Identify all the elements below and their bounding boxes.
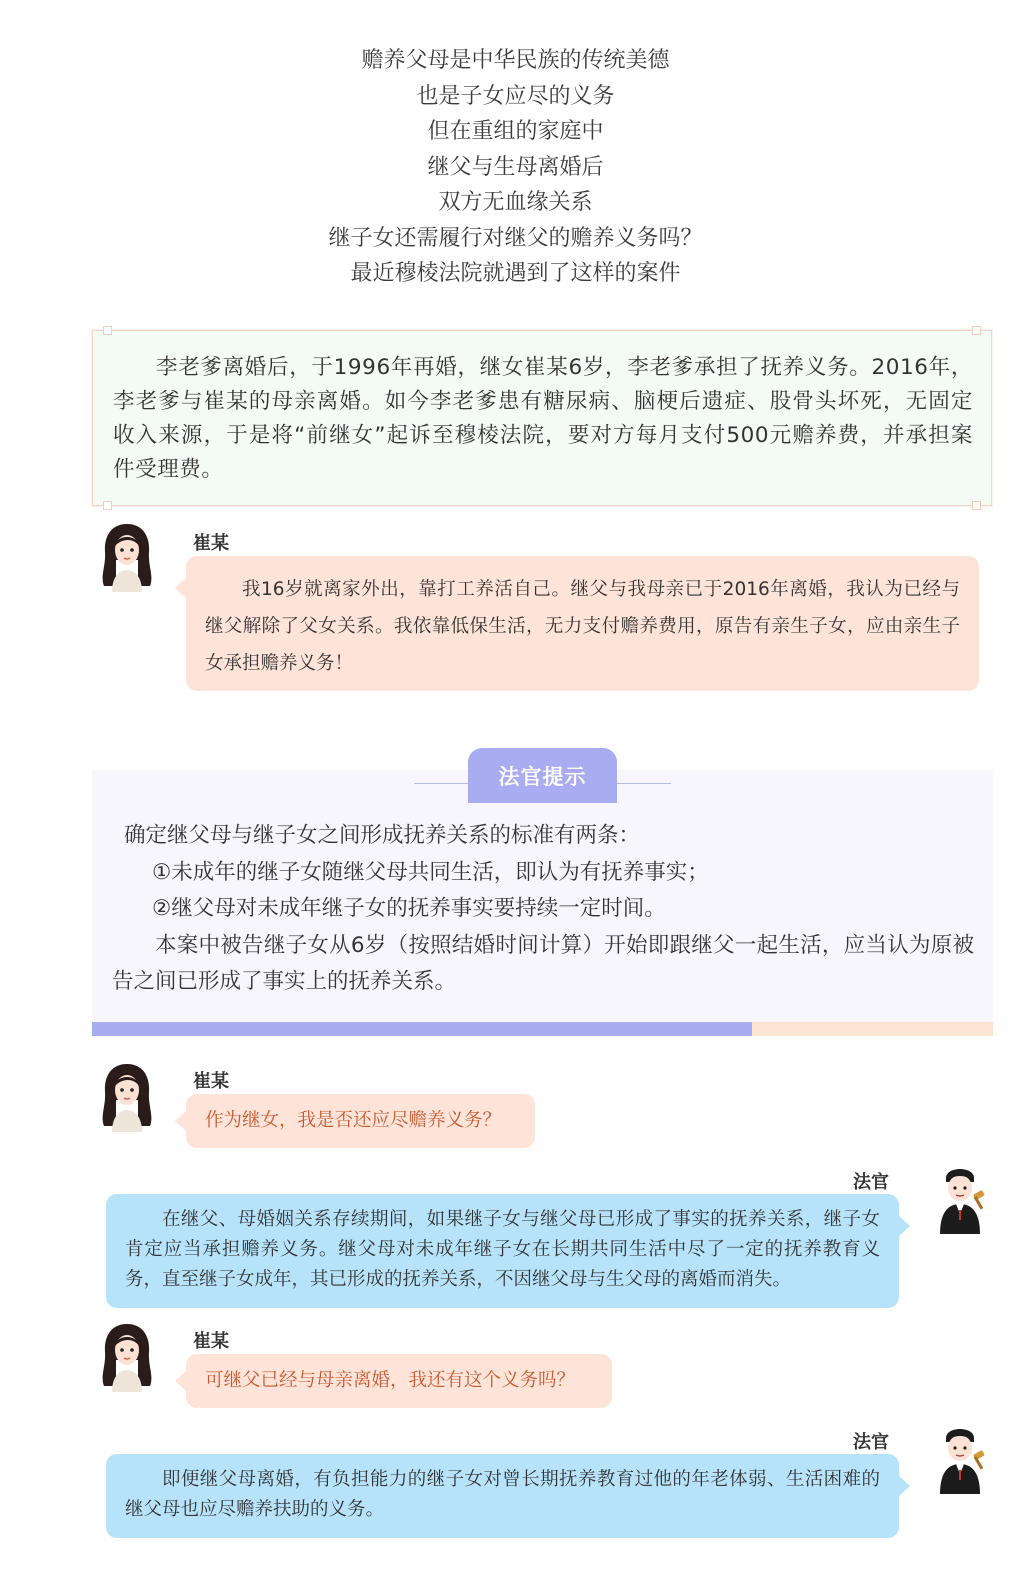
question-text: 可继父已经与母亲离婚，我还有这个义务吗？ bbox=[205, 1370, 576, 1391]
divider-line bbox=[414, 783, 468, 784]
intro-line: 但在重组的家庭中 bbox=[427, 119, 604, 144]
question-bubble bbox=[186, 1354, 612, 1408]
speaker-name: 崔某 bbox=[193, 533, 229, 554]
answer-text: 在继父、母婚姻关系存续期间，如果继子女与继父母已形成了事实的抚养关系，继子女肯定应当承担赡养义务。继父母对未成年继子女在长期共同生活中尽了一定的抚养教育义务，直至继子女成年，其已形成的抚养关系，不因继父母与生父母的离婚而消失。 bbox=[125, 1209, 880, 1290]
bubble-tail bbox=[899, 1216, 910, 1236]
tip-paragraph: ①未成年的继子女随继父母共同生活，即认为有抚养事实； bbox=[152, 859, 709, 885]
answer-bubble bbox=[106, 1454, 899, 1538]
intro-text bbox=[0, 43, 1031, 292]
answer-bubble bbox=[106, 1194, 899, 1308]
bubble-tail bbox=[175, 1111, 186, 1131]
question-text: 作为继女，我是否还应尽赡养义务？ bbox=[205, 1110, 502, 1131]
judge-avatar-icon bbox=[930, 1422, 992, 1494]
speaker-name: 崔某 bbox=[193, 1331, 229, 1352]
tip-paragraph: ②继父母对未成年继子女的抚养事实要持续一定时间。 bbox=[152, 896, 666, 921]
judge-label: 法官 bbox=[853, 1172, 889, 1193]
tip-bar bbox=[92, 1022, 752, 1036]
bubble-tail bbox=[175, 578, 186, 598]
woman-avatar-icon bbox=[96, 520, 158, 592]
woman-avatar-icon bbox=[96, 1060, 158, 1132]
corner-marker bbox=[103, 326, 112, 335]
intro-line: 继父与生母离婚后 bbox=[427, 154, 604, 180]
tip-bar bbox=[752, 1022, 993, 1036]
question-bubble bbox=[186, 1094, 535, 1148]
judge-tip-section bbox=[92, 748, 993, 1036]
dialog-text: 我16岁就离家外出，靠打工养活自己。继父与我母亲已于2016年离婚，我认为已经与继父解除了父女关系。我依靠低保生活，无力支付赡养费用，原告有亲生子女，应由亲生子女承担赡养义务！ bbox=[205, 579, 960, 674]
judge-label: 法官 bbox=[853, 1432, 889, 1453]
tip-paragraph: 本案中被告继子女从6岁（按照结婚时间计算）开始即跟继父一起生活，应当认为原被告之间已形成了事实上的抚养关系。 bbox=[112, 932, 974, 994]
bubble-tail bbox=[175, 1371, 186, 1391]
speech-bubble bbox=[186, 556, 979, 691]
bubble-tail bbox=[899, 1476, 910, 1496]
speaker-name: 崔某 bbox=[193, 1071, 229, 1092]
case-text: 李老爹离婚后，于1996年再婚，继女崔某6岁，李老爹承担了抚养义务。2016年，李老爹与崔某的母亲离婚。如今李老爹患有糖尿病、脑梗后遗症、股骨头坏死，无固定收入来源，于是将“前继女”起诉至穆棱法院，要对方每月支付500元赡养费，并承担案件受理费。 bbox=[113, 355, 973, 482]
corner-marker bbox=[103, 501, 112, 510]
corner-marker bbox=[972, 501, 981, 510]
intro-line: 也是子女应尽的义务 bbox=[416, 83, 615, 109]
tip-text bbox=[112, 818, 974, 1001]
woman-avatar-icon bbox=[96, 1320, 158, 1392]
tip-title: 法官提示 bbox=[468, 748, 617, 803]
tip-paragraph: 确定继父母与继子女之间形成抚养关系的标准有两条： bbox=[124, 823, 641, 848]
intro-line: 双方无血缘关系 bbox=[438, 190, 593, 215]
divider-line bbox=[617, 783, 671, 784]
intro-line: 最近穆棱法院就遇到了这样的案件 bbox=[350, 261, 681, 286]
corner-marker bbox=[972, 326, 981, 335]
case-box bbox=[92, 330, 992, 506]
answer-text: 即便继父母离婚，有负担能力的继子女对曾长期抚养教育过他的年老体弱、生活困难的继父母也应尽赡养扶助的义务。 bbox=[125, 1469, 880, 1520]
intro-line: 继子女还需履行对继父的赡养义务吗？ bbox=[328, 225, 703, 251]
intro-line: 赡养父母是中华民族的传统美德 bbox=[361, 48, 670, 73]
judge-avatar-icon bbox=[930, 1162, 992, 1234]
